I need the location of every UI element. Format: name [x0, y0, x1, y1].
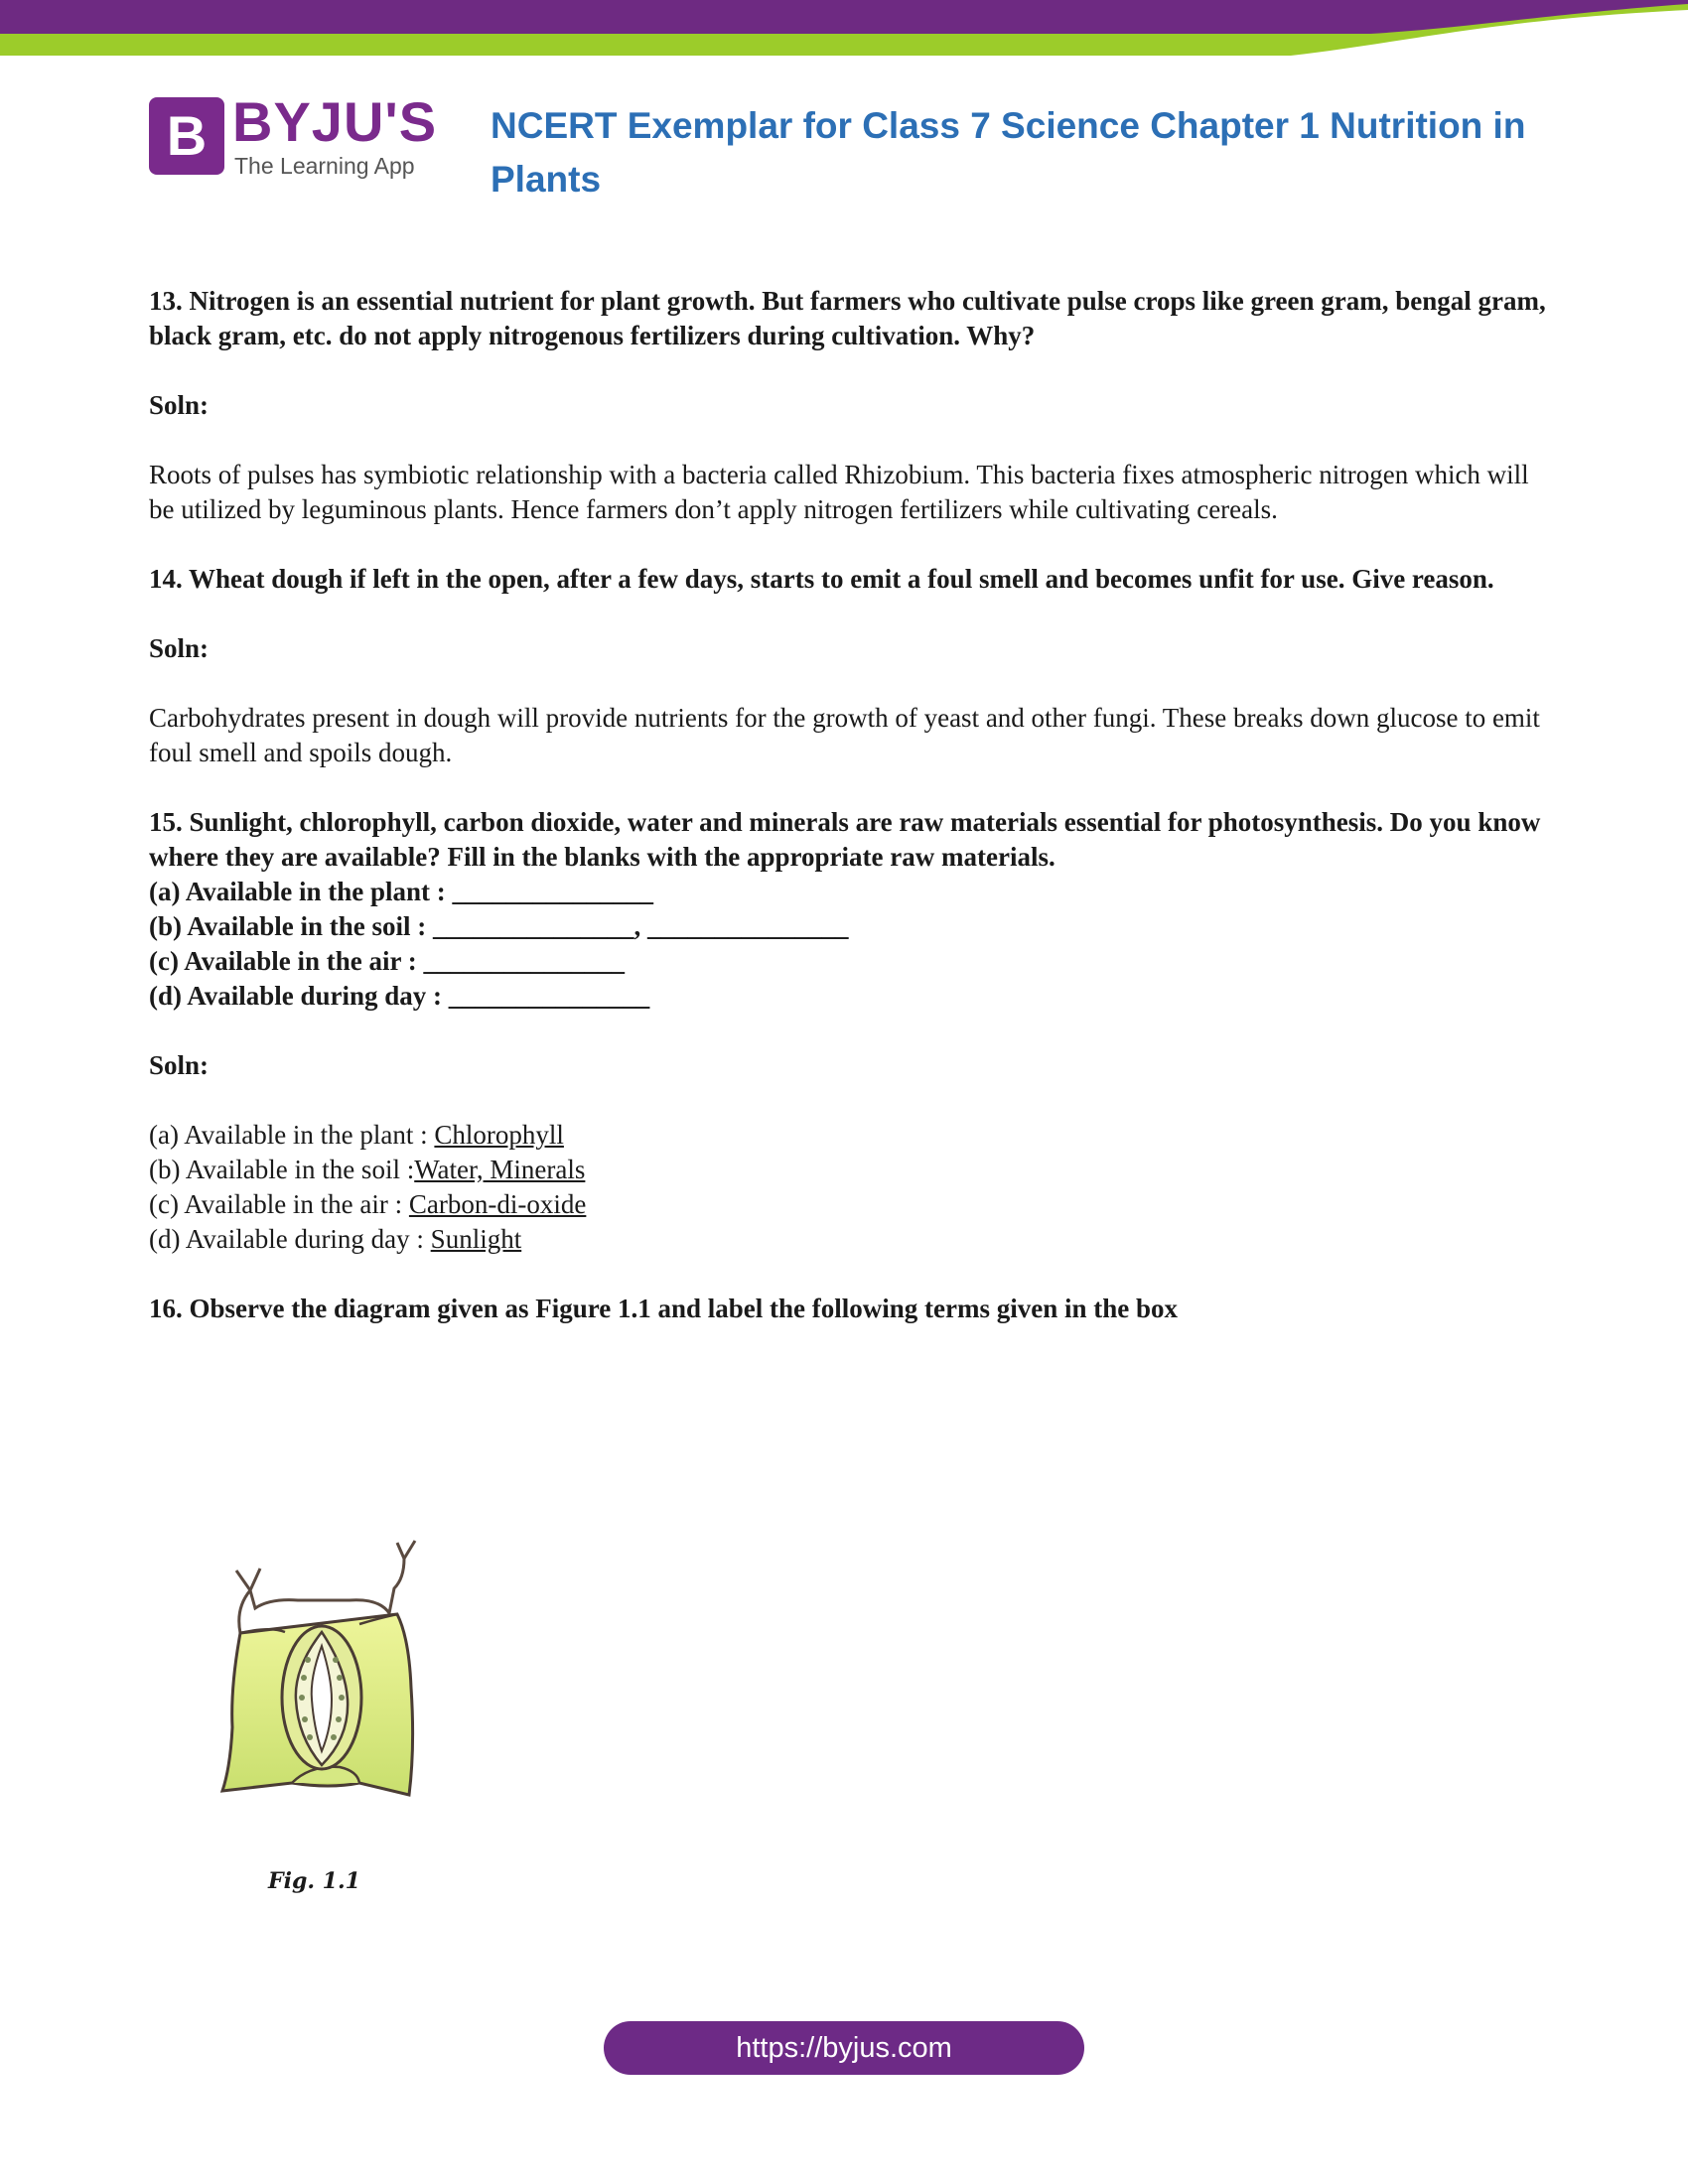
question-13: 13. Nitrogen is an essential nutrient for plant growth. But farmers who cultivate pulse crops like green gram, bengal gram, black gram, etc. do not apply nitrogenous fertilizers during cultivation. Why?	[149, 286, 1546, 350]
soln-label-14: Soln:	[149, 633, 210, 663]
blank-d: (d) Available during day : _______________	[149, 981, 650, 1011]
answer-14: Carbohydrates present in dough will provide nutrients for the growth of yeast and other fungi. These breaks down glucose to emit foul smell and spoils dough.	[149, 703, 1540, 767]
soln-label-15: Soln:	[149, 1050, 210, 1080]
page-header	[149, 90, 1559, 214]
footer-url-link[interactable]: https://byjus.com	[604, 2021, 1084, 2075]
answer-13: Roots of pulses has symbiotic relationship with a bacteria called Rhizobium. This bacteria fixes atmospheric nitrogen which will be utilized by leguminous plants. Hence farmers don’t apply nitrogen fertilizers while cultivating cereals.	[149, 460, 1529, 524]
logo-brand-text: BYJU'S	[232, 90, 438, 153]
byjus-logo	[149, 90, 447, 187]
question-15: 15. Sunlight, chlorophyll, carbon dioxide, water and minerals are raw materials essential for photosynthesis. Do you know where they are available? Fill in the blanks with the appropriate raw materials.	[149, 807, 1541, 872]
blank-a: (a) Available in the plant : _______________	[149, 877, 654, 906]
soln-label-13: Soln:	[149, 390, 210, 420]
logo-tagline: The Learning App	[234, 153, 415, 179]
answer-b: (b) Available in the soil :Water, Minerals	[149, 1155, 586, 1184]
question-16: 16. Observe the diagram given as Figure 1.1 and label the following terms given in the box	[149, 1294, 1178, 1323]
answer-d: (d) Available during day : Sunlight	[149, 1224, 522, 1254]
answer-c-value: Carbon-di-oxide	[408, 1189, 587, 1219]
logo-mark: B	[149, 97, 224, 175]
blank-b: (b) Available in the soil : _______________, _______________	[149, 911, 849, 941]
answer-a: (a) Available in the plant : Chlorophyll	[149, 1120, 564, 1150]
stomata-diagram	[211, 1529, 429, 1807]
answer-a-value: Chlorophyll	[434, 1120, 564, 1150]
document-body	[149, 284, 1549, 1326]
answer-d-value: Sunlight	[430, 1224, 522, 1254]
blank-c: (c) Available in the air : _______________	[149, 946, 625, 976]
answer-c: (c) Available in the air : Carbon-di-oxide	[149, 1189, 587, 1219]
question-14: 14. Wheat dough if left in the open, after a few days, starts to emit a foul smell and becomes unfit for use. Give reason.	[149, 564, 1494, 594]
document-title: NCERT Exemplar for Class 7 Science Chapter 1 Nutrition in Plants	[491, 105, 1526, 200]
answer-b-value: Water, Minerals	[414, 1155, 586, 1184]
figure-caption: Fig. 1.1	[268, 1868, 360, 1894]
top-color-band	[0, 0, 1688, 60]
